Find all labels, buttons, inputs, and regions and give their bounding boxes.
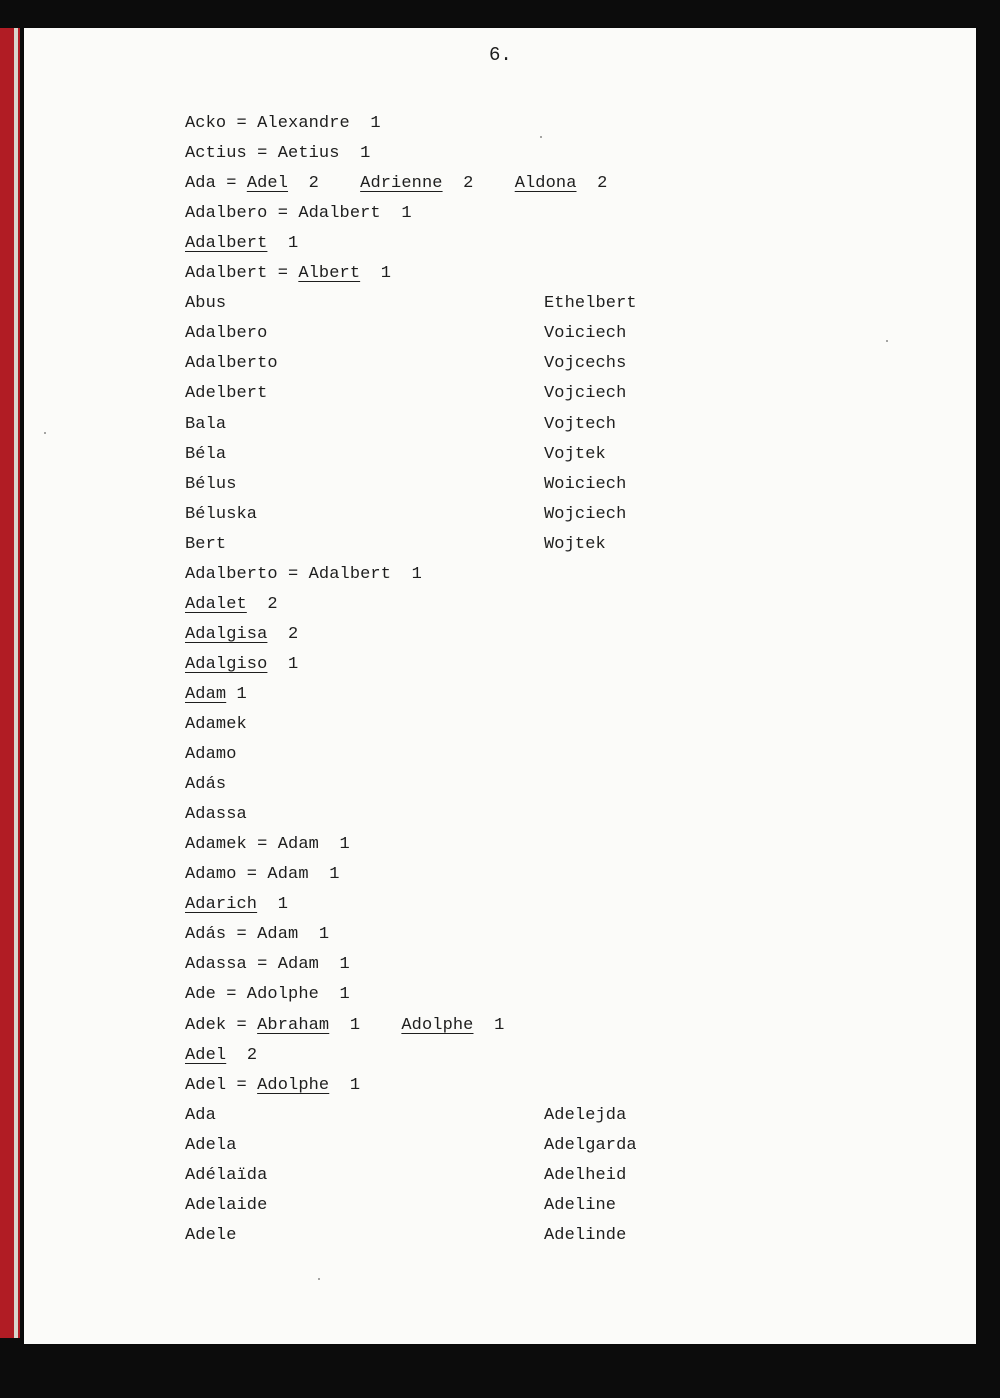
entry-text: 2 — [246, 594, 278, 614]
entry-line — [185, 141, 370, 167]
entry-text: 2 — [226, 1045, 258, 1065]
entry-text: 1 — [267, 234, 299, 254]
entry-text: 2 — [576, 174, 608, 194]
entry-text: Adalberto — [185, 354, 278, 374]
entry-text: Adamo — [185, 745, 237, 765]
paper-speck — [44, 432, 46, 434]
variant-name: Vojcechs — [544, 354, 627, 374]
variant-name: Wojciech — [544, 504, 627, 524]
entry-line — [185, 892, 288, 918]
entry-line — [185, 682, 247, 708]
entry-line — [185, 862, 340, 888]
entry-text: Adalberto = Adalbert 1 — [185, 564, 422, 584]
entry-text: Acko = Alexandre 1 — [185, 114, 381, 133]
variant-name: Adeline — [544, 1195, 617, 1215]
entry-text: Adassa = Adam 1 — [185, 955, 350, 975]
entry-text: Adamek = Adam 1 — [185, 835, 350, 855]
entry-line — [185, 351, 278, 377]
entry-text: Adalbero = Adalbert 1 — [185, 204, 412, 224]
variant-name: Adelgarda — [544, 1135, 637, 1155]
entry-line — [185, 291, 226, 317]
binding-edge — [0, 28, 20, 1338]
entry-line — [185, 381, 267, 407]
entry-text: Adassa — [185, 805, 247, 825]
entry-line — [185, 502, 257, 528]
underlined-name: Adolphe — [401, 1015, 474, 1035]
underlined-name: Aldona — [514, 174, 577, 194]
entry-text: 1 — [360, 264, 392, 284]
entry-text: Adel = — [185, 1075, 258, 1095]
entry-line — [185, 982, 350, 1008]
entry-line — [185, 1223, 237, 1249]
entry-line — [185, 1193, 267, 1219]
entry-line — [185, 742, 237, 768]
entry-text: Adás = Adam 1 — [185, 925, 330, 945]
entry-text: 1 — [329, 1015, 402, 1035]
entry-text: 1 — [257, 895, 289, 915]
underlined-name: Adalbert — [185, 234, 268, 254]
entry-text: Adele — [185, 1225, 237, 1245]
underlined-name: Adalet — [185, 594, 247, 614]
variant-name: Wojtek — [544, 534, 606, 554]
entry-line — [185, 1013, 504, 1039]
entry-line — [185, 1043, 257, 1069]
entry-text: 2 — [442, 174, 515, 194]
entry-text: Ade = Adolphe 1 — [185, 985, 350, 1005]
variant-name: Voiciech — [544, 324, 627, 344]
variant-name: Adelejda — [544, 1105, 627, 1125]
entry-text: Adamo = Adam 1 — [185, 865, 340, 885]
entry-text: Adás — [185, 775, 227, 795]
entry-text: Bert — [185, 534, 227, 554]
underlined-name: Abraham — [257, 1015, 330, 1035]
entry-line — [185, 321, 267, 347]
variant-name: Vojtech — [544, 414, 617, 434]
variant-name: Woiciech — [544, 474, 627, 494]
entry-text: 1 — [329, 1075, 361, 1095]
entry-line — [185, 772, 226, 798]
entry-text: Adamek — [185, 715, 247, 734]
paper-speck — [318, 1278, 320, 1280]
entry-text: Adalbero — [185, 324, 268, 344]
entry-line — [185, 261, 391, 287]
entry-text: Ada = — [185, 174, 247, 194]
entry-text: Adelbert — [185, 384, 268, 404]
underlined-name: Adalgisa — [185, 624, 268, 644]
underlined-name: Adam — [185, 684, 227, 704]
entry-text: 1 — [267, 654, 299, 674]
paper-speck — [540, 136, 542, 138]
underlined-name: Adel — [185, 1045, 227, 1065]
entry-text: Bélus — [185, 474, 237, 494]
entry-text: Adélaïda — [185, 1165, 268, 1185]
entry-text: Adek = — [185, 1015, 258, 1035]
entry-line — [185, 412, 226, 438]
page-number: 6. — [489, 44, 512, 66]
entry-text: Adalbert = — [185, 264, 299, 284]
entry-line — [185, 111, 381, 137]
underlined-name: Adrienne — [360, 174, 443, 194]
underlined-name: Albert — [298, 264, 361, 284]
entry-line — [185, 622, 298, 648]
entry-text: 1 — [473, 1015, 505, 1035]
entry-text: Bala — [185, 414, 227, 434]
entry-line — [185, 201, 412, 227]
entry-line — [185, 231, 298, 257]
variant-name: Vojtek — [544, 444, 606, 464]
document-page — [24, 28, 976, 1344]
entry-text: Béluska — [185, 504, 258, 524]
variant-name: Ethelbert — [544, 294, 637, 314]
entry-line — [185, 652, 298, 678]
underlined-name: Adolphe — [257, 1075, 330, 1095]
underlined-name: Adalgiso — [185, 654, 268, 674]
entry-line — [185, 171, 607, 197]
variant-name: Vojciech — [544, 384, 627, 404]
underlined-name: Adel — [246, 174, 289, 194]
entry-line — [185, 532, 226, 558]
entry-text: 2 — [267, 624, 299, 644]
entry-text: Ada — [185, 1105, 216, 1125]
entry-line — [185, 922, 329, 948]
entry-line — [185, 1103, 216, 1129]
entry-line — [185, 1133, 237, 1159]
entry-line — [185, 1073, 360, 1099]
entry-line — [185, 592, 278, 618]
entry-text: Adelaide — [185, 1195, 268, 1215]
entry-text: Actius = Aetius 1 — [185, 144, 371, 164]
entry-text: 1 — [226, 684, 247, 704]
underlined-name: Adarich — [185, 895, 258, 915]
variant-name: Adelheid — [544, 1165, 627, 1185]
entry-text: Béla — [185, 444, 227, 464]
variant-name: Adelinde — [544, 1225, 627, 1245]
entry-text: Adela — [185, 1135, 237, 1155]
entry-line — [185, 442, 226, 468]
entry-line — [185, 832, 350, 858]
entry-line — [185, 472, 237, 498]
entry-line — [185, 712, 247, 738]
paper-speck — [886, 340, 888, 342]
entry-text: Abus — [185, 294, 227, 314]
entry-line — [185, 1163, 267, 1189]
entry-text: 2 — [288, 174, 361, 194]
entry-line — [185, 952, 350, 978]
entry-line — [185, 802, 247, 828]
entry-line — [185, 562, 422, 588]
